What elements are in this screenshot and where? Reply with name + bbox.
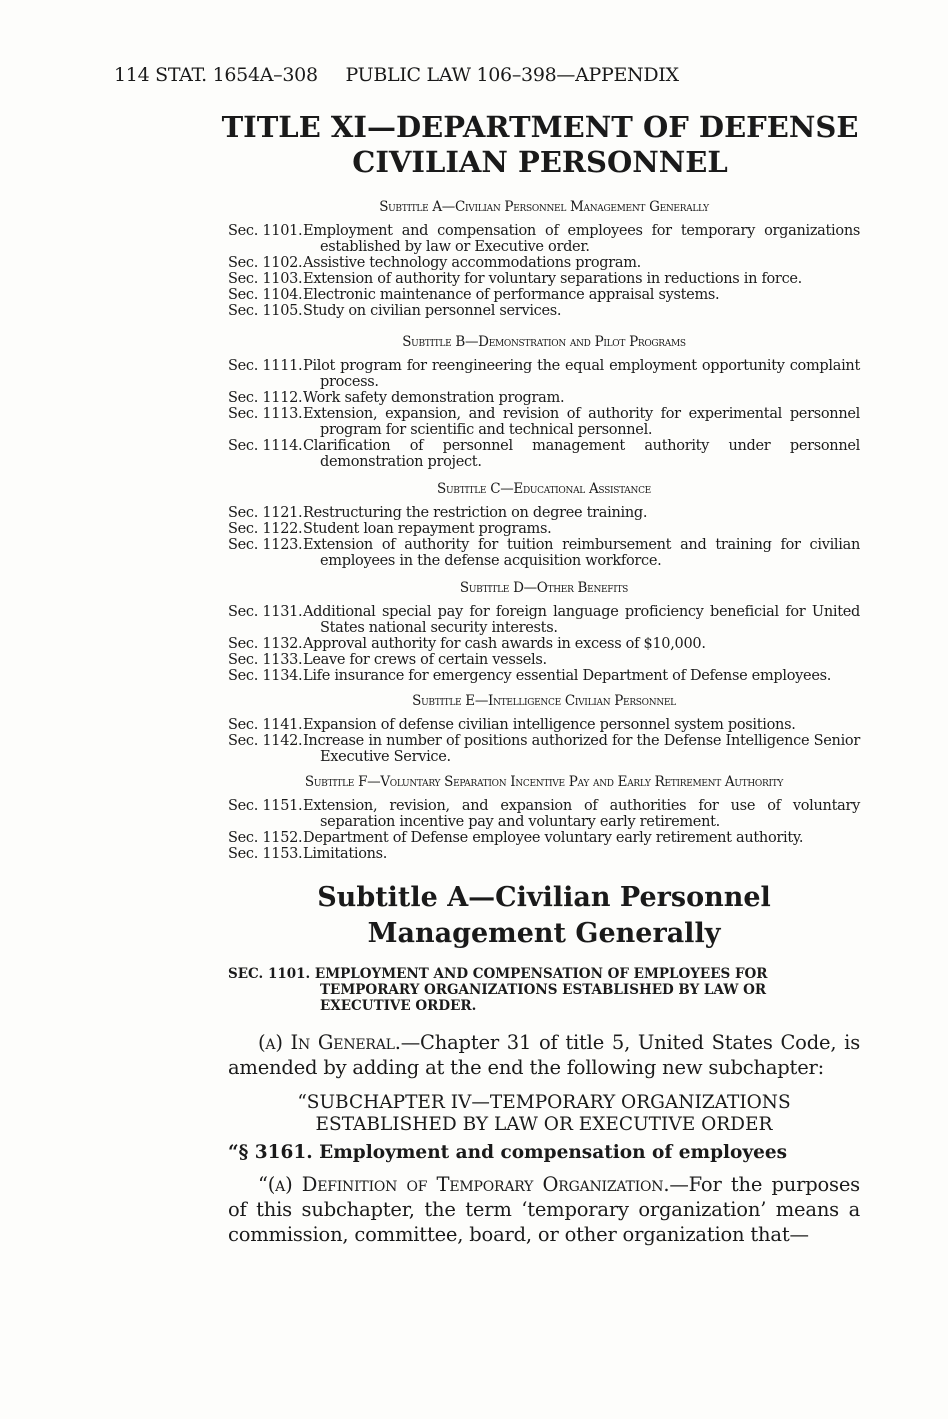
toc-entry-text: Leave for crews of certain vessels.	[303, 652, 547, 668]
toc-entry-text: Extension of authority for tuition reimbursement and training for civilian employees in the defense acquisition workforce.	[303, 537, 860, 569]
toc-entry	[228, 604, 860, 636]
toc-entry	[228, 505, 860, 521]
subchapter-heading	[228, 1092, 860, 1136]
toc-entry-number: Sec. 1104.	[228, 287, 303, 303]
toc-entry	[228, 303, 860, 319]
table-of-contents	[228, 198, 860, 862]
toc-entry-text: Electronic maintenance of performance appraisal systems.	[303, 287, 720, 303]
toc-entry-text: Department of Defense employee voluntary early retirement authority.	[303, 830, 804, 846]
toc-entry-text: Extension, revision, and expansion of authorities for use of voluntary separation incentive pay and voluntary early retirement.	[303, 798, 860, 830]
toc-entry-number: Sec. 1142.	[228, 733, 303, 749]
toc-entry	[228, 798, 860, 830]
toc-entry-text: Assistive technology accommodations program.	[303, 255, 641, 271]
toc-entry-number: Sec. 1101.	[228, 223, 303, 239]
definition-paragraph	[228, 1172, 860, 1247]
toc-entry-number: Sec. 1153.	[228, 846, 303, 862]
definition-text: —For the purposes of this subchapter, the term ‘temporary organization’ means a commission, committee, board, or other organization that—	[228, 1173, 860, 1246]
toc-entry	[228, 255, 860, 271]
subtitle-line-1: Subtitle A—Civilian Personnel	[317, 882, 771, 913]
toc-entry-text: Extension of authority for voluntary separations in reductions in force.	[303, 271, 802, 287]
toc-entry-text: Limitations.	[303, 846, 388, 862]
toc-entry-number: Sec. 1112.	[228, 390, 303, 406]
definition-label: “(a) Definition of Temporary Organization.	[258, 1173, 670, 1196]
paragraph-label: (a) In General.	[258, 1031, 401, 1054]
toc-entry-number: Sec. 1113.	[228, 406, 303, 422]
toc-entry	[228, 438, 860, 470]
toc-subtitle-heading: Subtitle F—Voluntary Separation Incentive Pay and Early Retirement Authority	[304, 774, 784, 790]
toc-entry-number: Sec. 1131.	[228, 604, 303, 620]
title-heading	[180, 110, 900, 180]
toc-entry-text: Study on civilian personnel services.	[303, 303, 562, 319]
toc-entry-number: Sec. 1141.	[228, 717, 303, 733]
toc-entry-text: Restructuring the restriction on degree training.	[303, 505, 648, 521]
toc-entry	[228, 223, 860, 255]
title-line-1: TITLE XI—DEPARTMENT OF DEFENSE	[221, 110, 859, 144]
toc-entry-number: Sec. 1103.	[228, 271, 303, 287]
toc-entry	[228, 652, 860, 668]
paragraph-a	[228, 1030, 860, 1080]
subtitle-line-2: Management Generally	[367, 918, 721, 949]
subchapter-line-2: ESTABLISHED BY LAW OR EXECUTIVE ORDER	[315, 1114, 773, 1135]
toc-entry-number: Sec. 1134.	[228, 668, 303, 684]
toc-entry	[228, 668, 860, 684]
toc-entry	[228, 390, 860, 406]
toc-entry	[228, 537, 860, 569]
running-header	[114, 64, 701, 86]
toc-entry	[228, 733, 860, 765]
toc-entry-number: Sec. 1133.	[228, 652, 303, 668]
toc-entry	[228, 406, 860, 438]
toc-entry-text: Expansion of defense civilian intelligence personnel system positions.	[303, 717, 796, 733]
toc-subtitle-heading: Subtitle E—Intelligence Civilian Personnel	[412, 693, 676, 709]
toc-entry-number: Sec. 1152.	[228, 830, 303, 846]
toc-entry	[228, 521, 860, 537]
toc-entry	[228, 636, 860, 652]
toc-subtitle-heading: Subtitle D—Other Benefits	[459, 580, 629, 596]
toc-entry-text: Increase in number of positions authorized for the Defense Intelligence Senior Executive Service.	[303, 733, 860, 765]
toc-entry	[228, 358, 860, 390]
toc-subtitle-heading: Subtitle C—Educational Assistance	[437, 481, 651, 497]
toc-entry-text: Student loan repayment programs.	[303, 521, 552, 537]
subtitle-a-heading	[228, 880, 860, 952]
law-citation: PUBLIC LAW 106–398—APPENDIX	[345, 64, 679, 86]
toc-entry-text: Pilot program for reengineering the equal employment opportunity complaint process.	[303, 358, 860, 390]
toc-entry-number: Sec. 1111.	[228, 358, 303, 374]
toc-entry	[228, 830, 860, 846]
toc-subtitle-heading: Subtitle A—Civilian Personnel Management Generally	[379, 199, 709, 215]
toc-entry-text: Additional special pay for foreign language proficiency beneficial for United States national security interests.	[303, 604, 860, 636]
toc-entry	[228, 271, 860, 287]
section-1101-heading: SEC. 1101. EMPLOYMENT AND COMPENSATION OF EMPLOYEES FOR TEMPORARY ORGANIZATIONS ESTABLISHED BY LAW OR EXECUTIVE ORDER.	[228, 966, 768, 1014]
section-3161-heading: “§ 3161. Employment and compensation of employees	[228, 1142, 788, 1163]
toc-entry-text: Work safety demonstration program.	[303, 390, 565, 406]
toc-entry-number: Sec. 1105.	[228, 303, 303, 319]
toc-entry-number: Sec. 1123.	[228, 537, 303, 553]
toc-entry-number: Sec. 1121.	[228, 505, 303, 521]
toc-entry-text: Extension, expansion, and revision of authority for experimental personnel program for scientific and technical personnel.	[303, 406, 860, 438]
toc-entry	[228, 287, 860, 303]
title-line-2: CIVILIAN PERSONNEL	[352, 145, 728, 179]
toc-entry	[228, 717, 860, 733]
toc-entry	[228, 846, 860, 862]
statute-citation: 114 STAT. 1654A–308	[114, 64, 318, 86]
toc-entry-number: Sec. 1132.	[228, 636, 303, 652]
subchapter-line-1: “SUBCHAPTER IV—TEMPORARY ORGANIZATIONS	[297, 1092, 791, 1113]
toc-entry-number: Sec. 1122.	[228, 521, 303, 537]
toc-entry-text: Employment and compensation of employees for temporary organizations established by law or Executive order.	[303, 223, 860, 255]
paragraph-text: —Chapter 31 of title 5, United States Code, is amended by adding at the end the following new subchapter:	[228, 1031, 861, 1079]
toc-entry-number: Sec. 1151.	[228, 798, 303, 814]
toc-entry-text: Approval authority for cash awards in excess of $10,000.	[303, 636, 706, 652]
toc-entry-text: Clarification of personnel management authority under personnel demonstration project.	[303, 438, 860, 470]
toc-entry-number: Sec. 1114.	[228, 438, 303, 454]
toc-entry-text: Life insurance for emergency essential Department of Defense employees.	[303, 668, 832, 684]
toc-subtitle-heading: Subtitle B—Demonstration and Pilot Programs	[402, 334, 686, 350]
toc-entry-number: Sec. 1102.	[228, 255, 303, 271]
